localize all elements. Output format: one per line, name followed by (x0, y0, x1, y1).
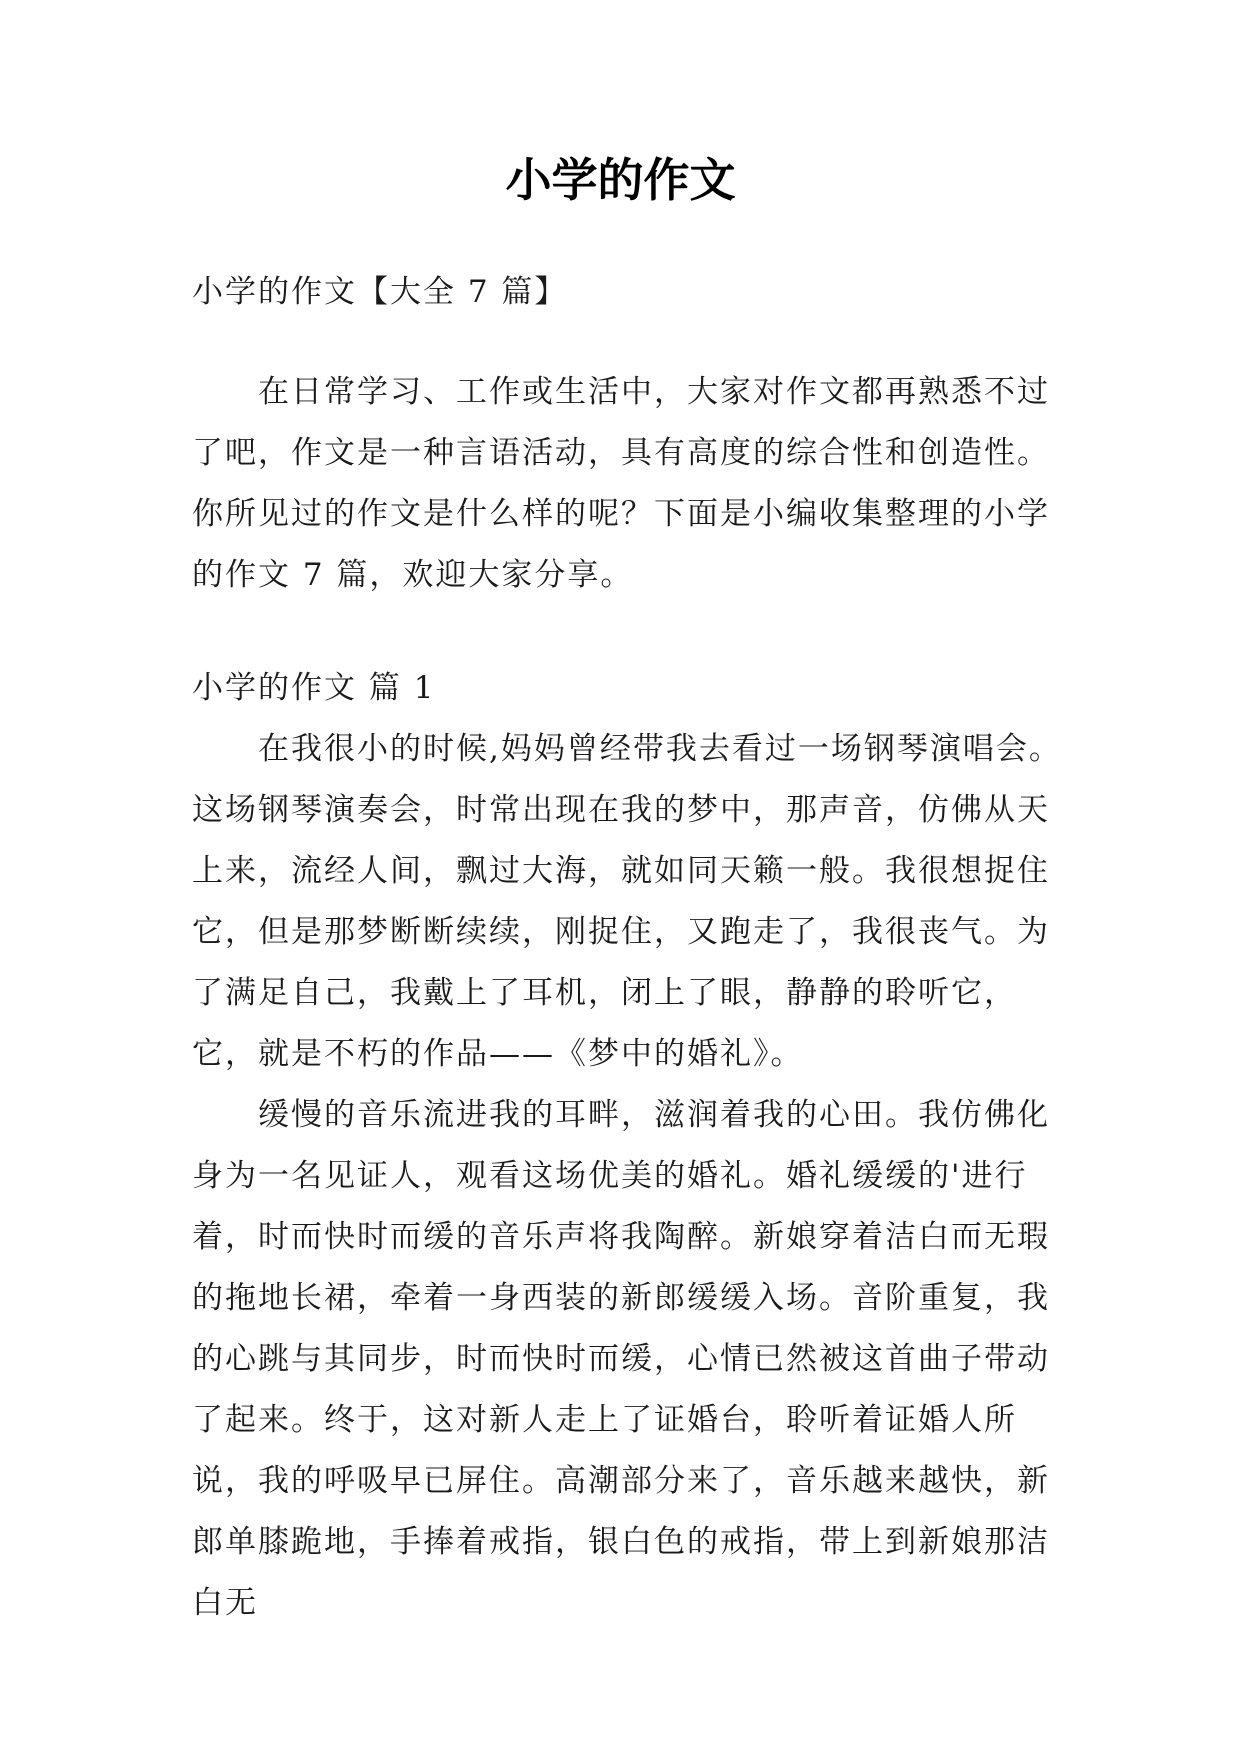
document-body (192, 262, 1072, 1634)
section-heading: 小学的作文 篇 1 (192, 670, 436, 706)
document-subtitle: 小学的作文【大全 7 篇】 (192, 274, 568, 310)
body-paragraph: 在我很小的时候,妈妈曾经带我去看过一场钢琴演唱会。这场钢琴演奏会，时常出现在我的梦中，那声音，仿佛从天上来，流经人间，飘过大海，就如同天籁一般。我很想捉住它，但是那梦断断续续，刚捉住，又跑走了，我很丧气。为了满足自己，我戴上了耳机，闭上了眼，静静的聆听它，它，就是不朽的作品——《梦中的婚礼》。 (192, 731, 1062, 1072)
body-paragraph: 缓慢的音乐流进我的耳畔，滋润着我的心田。我仿佛化身为一名见证人，观看这场优美的婚礼。婚礼缓缓的'进行着，时而快时而缓的音乐声将我陶醉。新娘穿着洁白而无瑕的拖地长裙，牵着一身西装的新郎缓缓入场。音阶重复，我的心跳与其同步，时而快时而缓，心情已然被这首曲子带动了起来。终于，这对新人走上了证婚台，聆听着证婚人所说，我的呼吸早已屏住。高潮部分来了，音乐越来越快，新郎单膝跪地，手捧着戒指，银白色的戒指，带上到新娘那洁白无 (192, 1097, 1050, 1621)
page-title: 小学的作文 (505, 153, 736, 207)
intro-paragraph: 在日常学习、工作或生活中，大家对作文都再熟悉不过了吧，作文是一种言语活动，具有高度的综合性和创造性。你所见过的作文是什么样的呢？下面是小编收集整理的小学的作文 7 篇，欢迎大家分享。 (192, 374, 1050, 593)
